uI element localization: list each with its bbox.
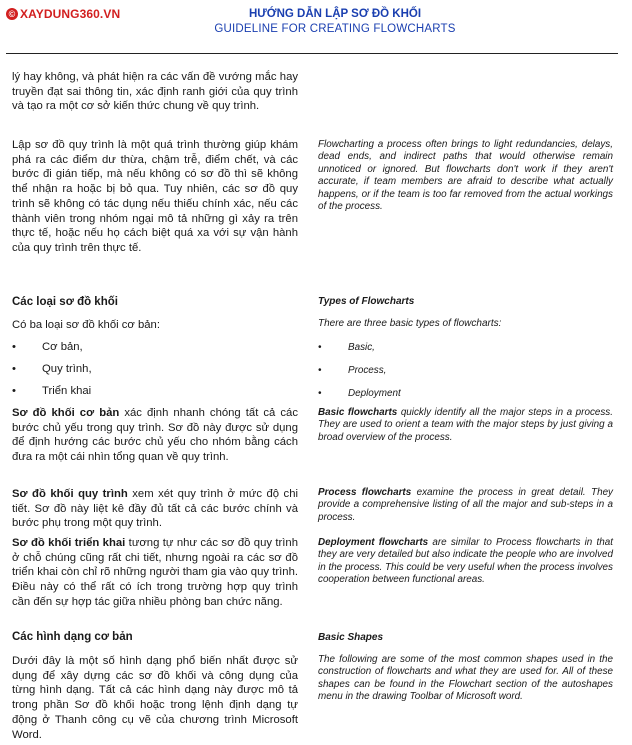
basic-flowchart-paragraph-vi: Sơ đồ khối cơ bản xác định nhanh chóng tất cả các bước chủ yếu trong quy trình. Sơ đồ này được sử dụng để định hướng các bước chủ yếu cho nhóm bằng cách đưa ra một cái nhìn tổng quan về quy trình.: [12, 407, 298, 464]
intro-paragraph-1-vi: lý hay không, và phát hiện ra các vấn đề vướng mắc hay truyền đạt sai thông tin, xác định ranh giới của quy trình và tạo ra một cơ sở kiến thức chung về quy trình.: [12, 71, 298, 113]
term: Sơ đồ khối cơ bản: [12, 407, 120, 419]
list-item: • Triển khai: [12, 385, 92, 397]
list-item: • Quy trình,: [12, 363, 92, 375]
term: Sơ đồ khối quy trình: [12, 488, 128, 500]
bullet-icon: •: [12, 363, 16, 375]
bullet-icon: •: [318, 365, 322, 376]
document-title-en: GUIDELINE FOR CREATING FLOWCHARTS: [214, 23, 456, 35]
types-lead-vi: Có ba loại sơ đồ khối cơ bản:: [12, 319, 160, 331]
term: Sơ đồ khối triển khai: [12, 537, 126, 549]
bullet-icon: •: [12, 385, 16, 397]
logo-text: XAYDUNG360.VN: [20, 7, 121, 21]
shapes-paragraph-vi: Dưới đây là một số hình dạng phổ biến nhất được sử dụng để xây dựng các sơ đồ khối và công dụng của từng hình dạng. Tất cả các hình dạng này được mô tả trong phần Sơ đồ khối hoặc trong lệnh định dạng tự động ở Thanh công cụ vẽ của chương trình Microsoft Word.: [12, 655, 298, 741]
bullet-icon: •: [318, 388, 322, 399]
types-heading-en: Types of Flowcharts: [318, 296, 415, 307]
types-heading-vi: Các loại sơ đồ khối: [12, 296, 118, 308]
copyright-icon: ©: [6, 8, 18, 20]
list-item: • Cơ bản,: [12, 341, 83, 353]
deployment-flowchart-paragraph-vi: Sơ đồ khối triển khai tương tự như các sơ đồ quy trình ở chỗ chúng cũng rất chi tiết, nhưng ngoài ra các sơ đồ triển khai còn chỉ rõ những người tham gia vào quy trình. Điều này có thể rất có ích trong trường hợp quy trình cần đến sự hợp tác giữa nhiều phòng ban chức năng.: [12, 537, 298, 608]
process-flowchart-paragraph-vi: Sơ đồ khối quy trình xem xét quy trình ở mức độ chi tiết. Sơ đồ này liệt kê đầy đủ tất cả các bước chính và bước phụ trong một quy trình.: [12, 488, 298, 530]
term: Process flowcharts: [318, 487, 412, 498]
list-item: • Basic,: [318, 342, 375, 353]
basic-flowchart-paragraph-en: Basic flowcharts quickly identify all the major steps in a process. They are used to orient a team with the major steps by just giving a broad overview of the process.: [318, 407, 613, 443]
intro-paragraph-2-en: Flowcharting a process often brings to light redundancies, delays, dead ends, and indirect paths that would otherwise remain unnoticed or ignored. But flowcharts don't work if they aren't accurate, if team members are afraid to describe what actually happens, or if the team is too far removed from the actual workings of the process.: [318, 139, 613, 213]
shapes-heading-en: Basic Shapes: [318, 632, 384, 643]
bullet-icon: •: [12, 341, 16, 353]
list-item: • Deployment: [318, 388, 401, 399]
types-lead-en: There are three basic types of flowcharts:: [318, 318, 502, 329]
shapes-paragraph-en: The following are some of the most common shapes used in the construction of flowcharts and what they are used for. All of these shapes can be found in the Flowchart section of the autoshapes menu in the drawing Toolbar of Microsoft word.: [318, 654, 613, 703]
document-title-vi: HƯỚNG DẪN LẬP SƠ ĐỒ KHỐI: [248, 8, 422, 20]
bullet-icon: •: [318, 342, 322, 353]
term: Deployment flowcharts: [318, 537, 429, 548]
shapes-heading-vi: Các hình dạng cơ bản: [12, 631, 133, 643]
list-item: • Process,: [318, 365, 387, 376]
header-divider: [6, 53, 618, 54]
intro-paragraph-2-vi: Lập sơ đồ quy trình là một quá trình thường giúp khám phá ra các điểm dư thừa, chậm trễ, điểm chết, và các bước đi gián tiếp, mà nếu không có sơ đồ thì sẽ không thể nhận ra hoặc bị bỏ qua. Tuy nhiên, các sơ đồ quy trình sẽ không có tác dụng nếu thiếu chính xác, nếu các thành viên trong nhóm ngại mô tả những gì xảy ra trên thực tế, hoặc nếu họ cách biệt quá xa với sự vận hành của quy trình trên thực tế.: [12, 139, 298, 254]
term: Basic flowcharts: [318, 407, 398, 418]
process-flowchart-paragraph-en: Process flowcharts examine the process in great detail. They provide a comprehensive listing of all the major and sub-steps in a process.: [318, 487, 613, 523]
deployment-flowchart-paragraph-en: Deployment flowcharts are similar to Process flowcharts in that they are very detailed but also indicate the people who are involved in the process. This could be very useful when the process involves cooperation between functional areas.: [318, 537, 613, 586]
site-logo: [6, 7, 120, 21]
